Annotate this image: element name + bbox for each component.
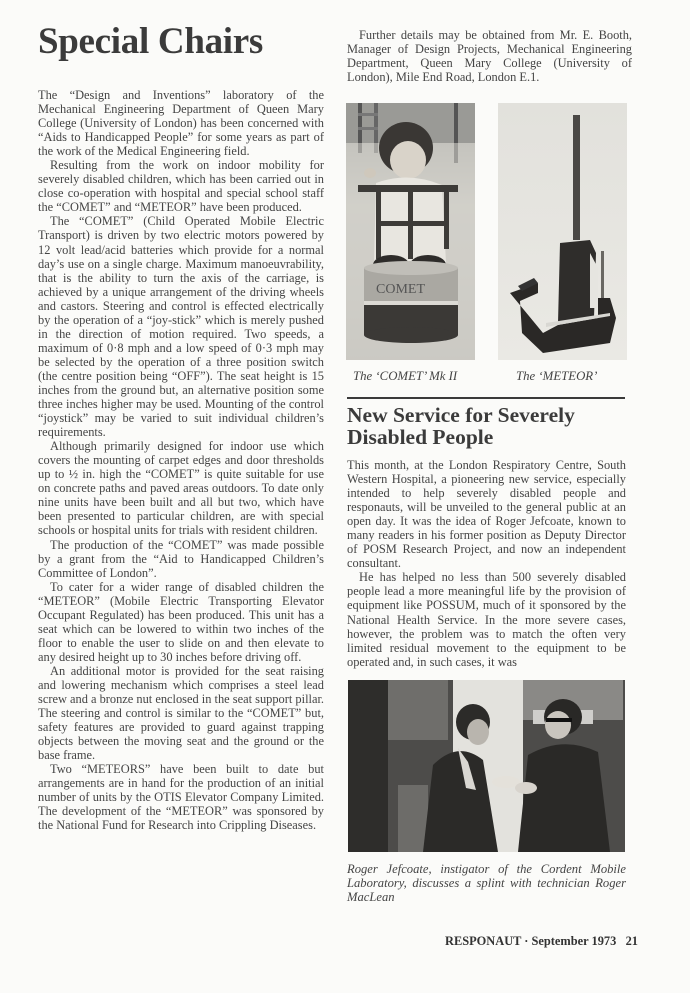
jefcoate-photo-caption: Roger Jefcoate, instigator of the Cordent Mobile Laboratory, discusses a splint with technician Roger MacLean — [347, 862, 626, 904]
page-number: 21 — [625, 934, 638, 948]
article-new-service — [347, 458, 626, 669]
section-divider — [347, 397, 625, 399]
meteor-caption: The ‘METEOR’ — [516, 369, 598, 383]
further-details-paragraph: Further details may be obtained from Mr. E. Booth, Manager of Design Projects, Mechanical Engineering Department, Queen Mary College (University of London), Mile End Road, London E.1. — [347, 28, 632, 85]
publication-info: RESPONAUT · September 1973 — [445, 934, 617, 948]
jefcoate-photo — [348, 680, 625, 852]
paragraph: To cater for a wider range of disabled children the “METEOR” (Mobile Electric Transporting Elevator Occupant Regulated) has been produced. This unit has a seat which can be lowered to within two inches of the floor to enable the user to slide on and then elevate to any desired height up to 30 inches before driving off. — [38, 579, 324, 664]
article-title: Special Chairs — [38, 21, 264, 62]
further-details-block — [347, 28, 632, 84]
paragraph: The “COMET” (Child Operated Mobile Electric Transport) is driven by two electric motors powered by 12 volt lead/acid batteries which provide for a normal day’s use on a single charge. Maximum manoeuvrability, that is the ability to turn the axis of the carriage, is achieved by a unique arrangement of the driving wheels and castors. Steering and control is effected electrically by the operation of a “joy-stick” which is merely pushed in the direction of motion required. Two speeds, a maximum of 0·8 mph and a low speed of 0·3 mph may be selected by the operation of a three position switch (the centre position being “OFF”). The seat height is 15 inches from the ground but, an alternative position some three inches higher may be used. Mounting of the control “joystick” may be varied to suit individual children’s requirements. — [38, 214, 324, 440]
comet-label-on-chair: COMET — [376, 282, 425, 297]
meteor-photo — [498, 103, 627, 360]
paragraph: He has helped no less than 500 severely disabled people lead a more meaningful life by the provision of equipment like POSSUM, much of it sponsored by the National Health Service. In the more severe cases, however, the problem was to match the often very limited residual movement to the equipment to be operated and, in such cases, it was — [347, 570, 626, 669]
paragraph: The production of the “COMET” was made possible by a grant from the “Aid to Handicapped Children’s Committee of London”. — [38, 537, 324, 580]
paragraph: This month, at the London Respiratory Centre, South Western Hospital, a pioneering new service, especially intended to help severely disabled people and responauts, will be unveiled to the general public at an open day. It was the idea of Roger Jefcoate, known to many readers in his former position as Deputy Director of POSM Research Project, and now an independent consultant. — [347, 458, 626, 571]
chair-photos — [346, 103, 628, 363]
paragraph: Two “METEORS” have been built to date but arrangements are in hand for the production of an initial number of units by the OTIS Elevator Company Limited. The development of the “METEOR” was sponsored by the National Fund for Research into Crippling Diseases. — [38, 762, 324, 833]
paragraph: Although primarily designed for indoor use which covers the mounting of carpet edges and door thresholds up to ½ in. high the “COMET” is quite suitable for use on concrete paths and paved areas outdoors. To date only nine units have been built and all but two, which have been presented to particular children, are with special schools or hospital units for trials with resident children. — [38, 439, 324, 538]
paragraph: The “Design and Inventions” laboratory of the Mechanical Engineering Department of Queen Mary College (University of London) has been concerned with “Aids to Handicapped People” for some years as part of the work of the Medical Engineering field. — [38, 88, 324, 159]
comet-caption: The ‘COMET’ Mk II — [353, 369, 458, 383]
paragraph: Resulting from the work on indoor mobility for severely disabled children, which has been carried out in close co-operation with hospital and special school staff the “COMET” and “METEOR” have been produced. — [38, 158, 324, 215]
article-title: New Service for Severely Disabled People — [347, 403, 575, 449]
comet-photo — [346, 103, 475, 360]
page-footer — [445, 934, 638, 949]
photo-captions — [346, 369, 631, 387]
paragraph: An additional motor is provided for the seat raising and lowering mechanism which comprises a steel lead screw and a bronze nut enclosed in the seat support pillar. The steering and control is similar to the “COMET” but, safety features are provided to guard against trapping objects between the moving seat and the ground or the base frame. — [38, 663, 324, 763]
article-special-chairs — [38, 22, 324, 832]
